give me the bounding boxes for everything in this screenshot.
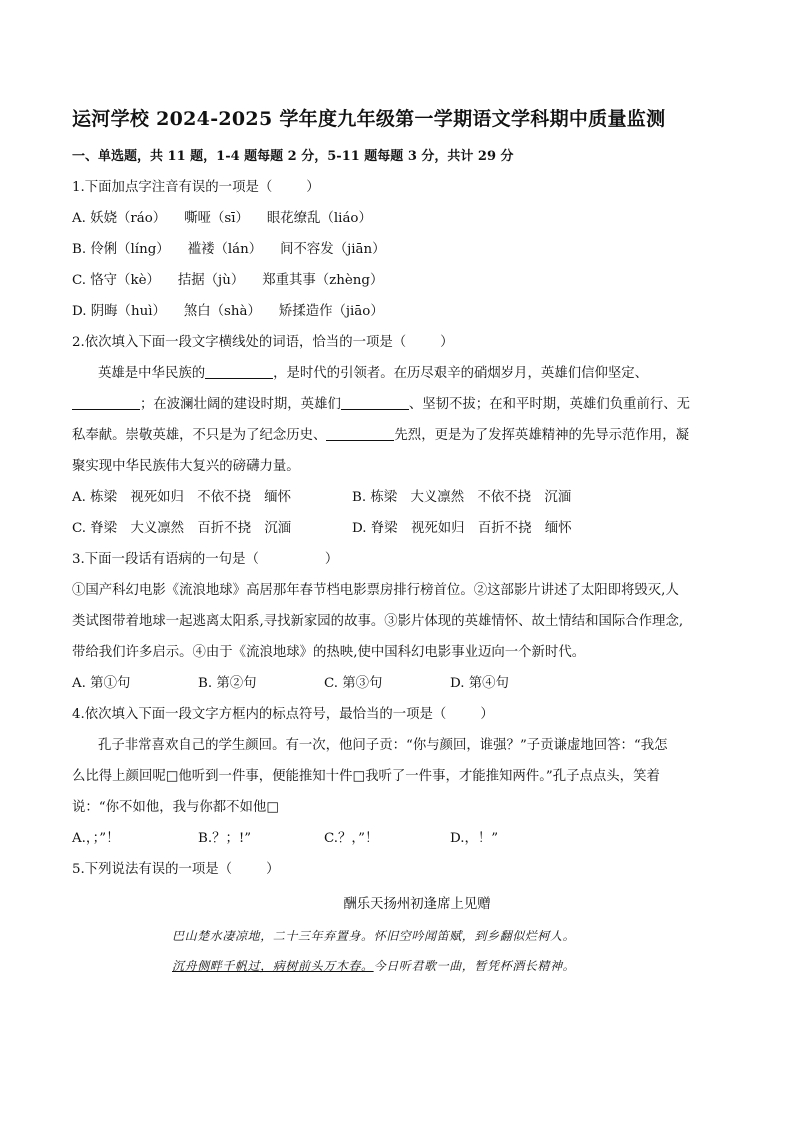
poem-line-2 bbox=[72, 951, 722, 981]
q2-passage-line-3: 私奉献。崇敬英雄，不只是为了纪念历史、 先烈，更是为了发挥英雄精神的先导示范作用，凝 bbox=[72, 428, 690, 443]
q4-passage-line-2: 么比得上颜回呢□他听到一件事，便能推知十件□我听了一件事，才能推知两件。”孔子点点头，笑着 bbox=[72, 769, 660, 784]
q2-passage-line-2: ；在波澜壮阔的建设时期，英雄们 、坚韧不拔；在和平时期，英雄们负重前行、无 bbox=[72, 389, 722, 420]
q2-passage-line-1: 英雄是中华民族的 ，是时代的引领者。在历尽艰辛的硝烟岁月，英雄们信仰坚定、 bbox=[98, 366, 649, 381]
poem-title: 酬乐天扬州初逢席上见赠 bbox=[343, 897, 491, 912]
q2-passage-line-4: 聚实现中华民族伟大复兴的磅礴力量。 bbox=[72, 459, 300, 474]
fill-blank-4[interactable] bbox=[326, 426, 394, 441]
q1-option-c[interactable]: C. 恪守（kè） 拮据（jù） 郑重其事（zhèng） bbox=[72, 273, 384, 288]
q4-passage-line-1: 孔子非常喜欢自己的学生颜回。有一次，他问子贡：“你与颜回，谁强？”子贡谦虚地回答：“我怎 bbox=[98, 738, 668, 753]
exam-body bbox=[72, 172, 722, 981]
q4-options bbox=[72, 823, 722, 854]
q3-passage-line-3: 带给我们许多启示。④由于《流浪地球》的热映,使中国科幻电影事业迈向一个新时代。 bbox=[72, 645, 586, 660]
q2-stem: 2.依次填入下面一段文字横线处的词语，恰当的一项是（ ） bbox=[72, 335, 454, 350]
q4-stem: 4.依次填入下面一段文字方框内的标点符号，最恰当的一项是（ ） bbox=[72, 707, 494, 722]
q2-option-d[interactable]: D. 脊梁 视死如归 百折不挠 缅怀 bbox=[352, 521, 572, 536]
q2-options-row-2 bbox=[72, 513, 722, 544]
q1-option-b[interactable]: B. 伶俐（líng） 褴褛（lán） 间不容发（jiān） bbox=[72, 242, 386, 257]
q4-option-d[interactable]: D.，！” bbox=[450, 831, 499, 846]
q1-stem-end: ） bbox=[306, 180, 320, 195]
fill-blank-1[interactable] bbox=[205, 364, 273, 379]
q2-option-b[interactable]: B. 栋梁 大义凛然 不依不挠 沉湎 bbox=[352, 490, 572, 505]
q1-option-a[interactable]: A. 妖娆（ráo） 嘶哑（sī） 眼花缭乱（liáo） bbox=[72, 211, 372, 226]
q3-stem: 3.下面一段话有语病的一句是（ ） bbox=[72, 552, 339, 567]
q4-option-c[interactable]: C.？，”！ bbox=[324, 831, 379, 846]
q3-passage-line-1: ①国产科幻电影《流浪地球》高居那年春节档电影票房排行榜首位。②这部影片讲述了太阳即将毁灭,人 bbox=[72, 583, 679, 598]
q2-option-a[interactable]: A. 栋梁 视死如归 不依不挠 缅怀 bbox=[72, 490, 292, 505]
fill-blank-3[interactable] bbox=[341, 395, 409, 410]
q4-option-a[interactable]: A.，；”！ bbox=[72, 831, 120, 846]
poem-line-2-rest: 今日听君歌一曲，暂凭杯酒长精神。 bbox=[373, 959, 576, 973]
q4-option-b[interactable]: B.？；!” bbox=[198, 831, 252, 846]
q3-option-b[interactable]: B. 第②句 bbox=[198, 676, 257, 691]
poem-line-1: 巴山楚水凄凉地，二十三年弃置身。怀旧空吟闻笛赋，到乡翻似烂柯人。 bbox=[172, 929, 576, 943]
q4-passage-line-3: 说：“你不如他，我与你都不如他□ bbox=[72, 800, 279, 815]
page-title: 运河学校 2024-2025 学年度九年级第一学期语文学科期中质量监测 bbox=[72, 108, 666, 130]
fill-blank-2[interactable] bbox=[72, 395, 140, 410]
q3-option-c[interactable]: C. 第③句 bbox=[324, 676, 383, 691]
poem-underlined-couplet: 沉舟侧畔千帆过，病树前头万木春。 bbox=[172, 959, 374, 973]
q5-stem: 5.下列说法有误的一项是（ ） bbox=[72, 862, 280, 877]
q1-stem-text: 1.下面加点字注音有误的一项是（ bbox=[72, 180, 273, 195]
q3-options bbox=[72, 668, 722, 699]
q3-option-d[interactable]: D. 第④句 bbox=[450, 676, 509, 691]
q1-stem bbox=[72, 172, 722, 203]
q3-option-a[interactable]: A. 第①句 bbox=[72, 676, 131, 691]
q1-option-d[interactable]: D. 阴晦（huì） 煞白（shà） 矫揉造作（jiāo） bbox=[72, 304, 384, 319]
q2-options-row-1 bbox=[72, 482, 722, 513]
q3-passage-line-2: 类试图带着地球一起逃离太阳系,寻找新家园的故事。③影片体现的英雄情怀、故土情结和国际合作理念, bbox=[72, 614, 684, 629]
section-heading: 一、单选题，共 11 题，1-4 题每题 2 分，5-11 题每题 3 分，共计 29 分 bbox=[72, 149, 514, 164]
q2-option-c[interactable]: C. 脊梁 大义凛然 百折不挠 沉湎 bbox=[72, 521, 292, 536]
